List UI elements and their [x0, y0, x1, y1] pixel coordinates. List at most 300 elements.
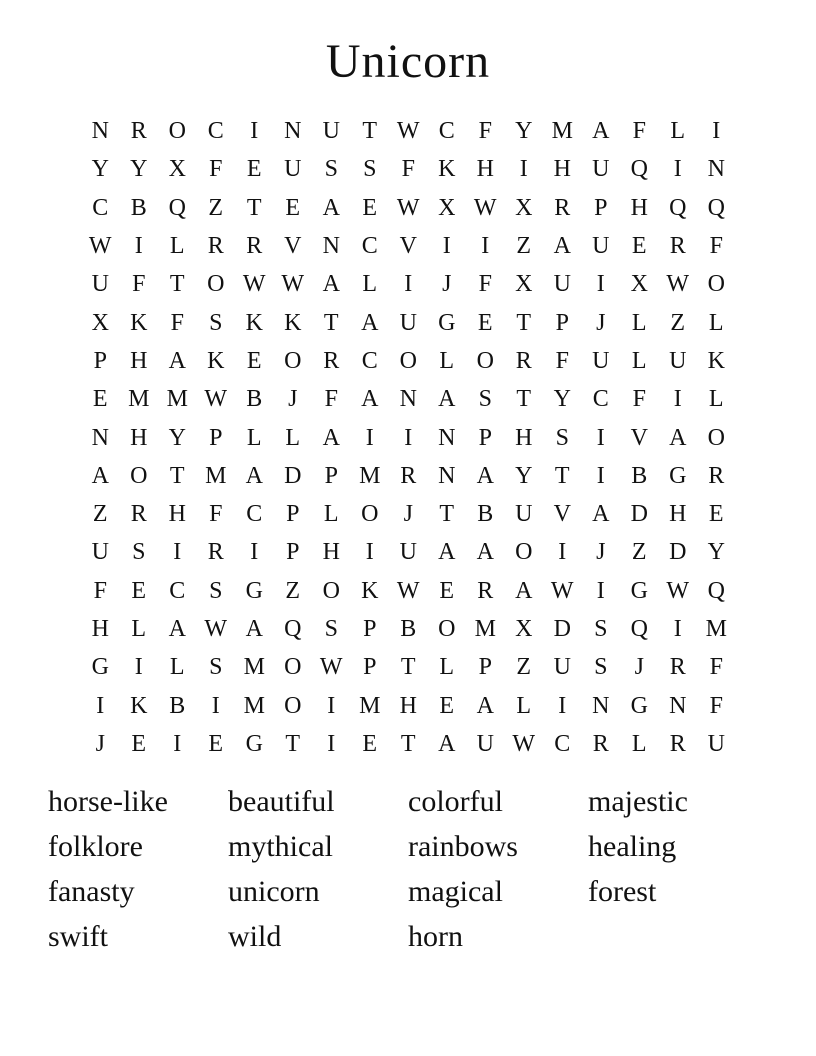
word-bank-item: majestic: [588, 785, 688, 818]
grid-letter: N: [91, 424, 109, 451]
grid-letter: A: [438, 539, 456, 566]
grid-letter: R: [669, 730, 686, 757]
grid-letter: U: [399, 309, 417, 336]
grid-letter: I: [250, 118, 259, 145]
grid-letter: H: [168, 501, 186, 528]
grid-letter: P: [324, 462, 338, 489]
grid-letter: O: [438, 616, 456, 642]
grid-letter: Q: [168, 194, 186, 221]
word-bank-item: fanasty: [48, 875, 135, 908]
grid-letter: M: [551, 118, 573, 145]
grid-letter: C: [207, 118, 224, 145]
grid-letter: K: [438, 156, 456, 183]
grid-letter: P: [478, 424, 492, 451]
grid-letter: M: [243, 692, 265, 719]
grid-letter: L: [631, 347, 647, 374]
grid-letter: H: [130, 347, 148, 374]
grid-letter: W: [666, 577, 690, 604]
grid-letter: I: [365, 539, 374, 566]
grid-letter: M: [166, 386, 188, 413]
grid-letter: I: [404, 271, 413, 298]
grid-letter: C: [554, 730, 571, 757]
grid-letter: I: [596, 424, 605, 451]
grid-letter: G: [438, 309, 456, 336]
grid-letter: S: [324, 616, 338, 642]
grid-letter: A: [592, 501, 610, 528]
grid-letter: W: [512, 730, 536, 757]
grid-letter: B: [130, 194, 147, 221]
grid-letter: F: [209, 501, 223, 528]
grid-letter: I: [519, 156, 528, 183]
grid-letter: U: [707, 730, 725, 757]
grid-letter: E: [131, 730, 147, 757]
grid-letter: C: [92, 194, 109, 221]
grid-letter: W: [281, 271, 305, 298]
grid-letter: L: [323, 501, 339, 528]
grid-letter: U: [553, 271, 571, 298]
grid-letter: K: [245, 309, 263, 336]
grid-letter: R: [400, 462, 417, 489]
grid-letter: N: [669, 692, 687, 719]
grid-letter: C: [169, 577, 186, 604]
word-bank-item: swift: [48, 920, 108, 953]
grid-letter: E: [246, 156, 262, 183]
puzzle-title: Unicorn: [325, 35, 491, 88]
grid-letter: I: [558, 539, 567, 566]
grid-letter: R: [669, 654, 686, 681]
grid-letter: S: [478, 386, 492, 413]
grid-letter: X: [515, 194, 533, 221]
grid-letter: U: [592, 156, 610, 183]
grid-letter: P: [209, 424, 223, 451]
grid-letter: U: [592, 233, 610, 260]
word-bank-item: horn: [408, 920, 463, 953]
word-bank-column: [408, 779, 588, 959]
grid-letter: E: [362, 194, 378, 221]
grid-letter: N: [438, 424, 456, 451]
grid-letter: T: [246, 194, 262, 221]
grid-letter: S: [209, 577, 223, 604]
grid-letter: I: [327, 692, 336, 719]
grid-letter: U: [592, 347, 610, 374]
grid-letter: C: [438, 118, 455, 145]
grid-letter: A: [476, 462, 494, 489]
grid-letter: L: [708, 309, 724, 336]
grid-letter: M: [359, 462, 381, 489]
word-bank-item: forest: [588, 875, 657, 908]
grid-letter: R: [669, 233, 686, 260]
grid-letter: D: [553, 616, 571, 642]
grid-letter: P: [363, 654, 377, 681]
grid-letter: Y: [130, 156, 148, 183]
grid-letter: P: [93, 347, 107, 374]
grid-letter: A: [168, 616, 186, 642]
word-bank-column: [588, 779, 768, 914]
grid-letter: J: [596, 539, 606, 566]
grid-letter: I: [250, 539, 259, 566]
grid-letter: T: [362, 118, 378, 145]
grid-letter: H: [91, 616, 109, 642]
grid-letter: O: [707, 271, 725, 298]
grid-letter: K: [707, 347, 725, 374]
grid-letter: Y: [91, 156, 109, 183]
grid-letter: F: [401, 156, 415, 183]
grid-letter: K: [130, 692, 148, 719]
grid-letter: S: [555, 424, 569, 451]
grid-letter: G: [669, 462, 687, 489]
grid-letter: G: [245, 730, 263, 757]
grid-letter: X: [438, 194, 456, 221]
grid-letter: Z: [208, 194, 224, 221]
grid-letter: F: [324, 386, 338, 413]
grid-letter: U: [669, 347, 687, 374]
grid-letter: L: [131, 616, 147, 642]
grid-letter: R: [708, 462, 725, 489]
grid-letter: D: [630, 501, 648, 528]
grid-letter: D: [284, 462, 302, 489]
grid-letter: V: [284, 233, 302, 260]
grid-letter: C: [361, 233, 378, 260]
grid-letter: R: [207, 233, 224, 260]
grid-letter: N: [91, 118, 109, 145]
grid-letter: T: [439, 501, 455, 528]
grid-letter: B: [400, 616, 417, 642]
grid-letter: W: [319, 654, 343, 681]
grid-letter: S: [594, 616, 608, 642]
grid-letter: R: [592, 730, 609, 757]
grid-letter: X: [168, 156, 186, 183]
grid-letter: Z: [516, 654, 532, 681]
grid-letter: J: [95, 730, 105, 757]
grid-letter: P: [286, 501, 300, 528]
grid-letter: J: [442, 271, 452, 298]
grid-letter: S: [594, 654, 608, 681]
grid-letter: O: [207, 271, 225, 298]
grid-letter: F: [632, 386, 646, 413]
grid-letter: L: [246, 424, 262, 451]
grid-letter: O: [284, 692, 302, 719]
grid-letter: H: [130, 424, 148, 451]
grid-letter: R: [130, 118, 147, 145]
grid-letter: N: [399, 386, 417, 413]
grid-letter: X: [630, 271, 648, 298]
grid-letter: Z: [516, 233, 532, 260]
grid-letter: U: [284, 156, 302, 183]
grid-letter: U: [553, 654, 571, 681]
grid-letter: E: [285, 194, 301, 221]
grid-letter: F: [209, 156, 223, 183]
grid-letter: K: [207, 347, 225, 374]
grid-letter: I: [327, 730, 336, 757]
grid-letter: Q: [707, 194, 725, 221]
grid-letter: I: [211, 692, 220, 719]
grid-letter: G: [245, 577, 263, 604]
grid-letter: H: [630, 194, 648, 221]
grid-letter: O: [361, 501, 379, 528]
grid-letter: H: [553, 156, 571, 183]
grid-letter: J: [403, 501, 413, 528]
grid-letter: F: [709, 233, 723, 260]
grid-letter: E: [708, 501, 724, 528]
grid-letter: X: [515, 271, 533, 298]
word-bank-item: unicorn: [228, 875, 320, 908]
word-bank-item: colorful: [408, 785, 503, 818]
grid-letter: A: [361, 386, 379, 413]
grid-letter: F: [132, 271, 146, 298]
grid-letter: Q: [284, 616, 302, 642]
grid-letter: Y: [707, 539, 725, 566]
grid-letter: O: [284, 347, 302, 374]
grid-letter: U: [91, 271, 109, 298]
grid-letter: B: [246, 386, 263, 413]
grid-letter: A: [322, 271, 340, 298]
grid-letter: J: [634, 654, 644, 681]
grid-letter: D: [669, 539, 687, 566]
grid-letter: N: [322, 233, 340, 260]
grid-letter: I: [673, 386, 682, 413]
grid-letter: A: [322, 424, 340, 451]
grid-letter: I: [134, 233, 143, 260]
grid-letter: A: [245, 462, 263, 489]
grid-letter: N: [592, 692, 610, 719]
grid-letter: R: [246, 233, 263, 260]
grid-letter: E: [477, 309, 493, 336]
grid-letter: I: [596, 462, 605, 489]
grid-letter: F: [478, 271, 492, 298]
grid-letter: Y: [515, 462, 533, 489]
grid-letter: U: [399, 539, 417, 566]
grid-letter: I: [96, 692, 105, 719]
grid-letter: W: [396, 118, 420, 145]
grid-letter: J: [288, 386, 298, 413]
grid-letter: R: [477, 577, 494, 604]
grid-letter: A: [245, 616, 263, 642]
grid-letter: A: [438, 730, 456, 757]
grid-letter: W: [396, 577, 420, 604]
grid-letter: P: [363, 616, 377, 642]
grid-letter: O: [168, 118, 186, 145]
grid-letter: A: [515, 577, 533, 604]
grid-letter: Q: [707, 577, 725, 604]
grid-letter: T: [285, 730, 301, 757]
grid-letter: T: [400, 730, 416, 757]
grid-letter: O: [284, 654, 302, 681]
grid-letter: Y: [515, 118, 533, 145]
grid-letter: L: [362, 271, 378, 298]
grid-letter: F: [709, 654, 723, 681]
grid-letter: H: [476, 156, 494, 183]
grid-letter: T: [516, 386, 532, 413]
grid-letter: U: [515, 501, 533, 528]
grid-letter: C: [246, 501, 263, 528]
grid-letter: M: [359, 692, 381, 719]
grid-letter: W: [396, 194, 420, 221]
grid-letter: P: [594, 194, 608, 221]
grid-letter: F: [478, 118, 492, 145]
grid-letter: S: [209, 654, 223, 681]
grid-letter: O: [707, 424, 725, 451]
grid-letter: I: [673, 156, 682, 183]
grid-letter: N: [284, 118, 302, 145]
grid-letter: E: [439, 692, 455, 719]
grid-letter: T: [554, 462, 570, 489]
grid-letter: Q: [630, 156, 648, 183]
word-bank-item: healing: [588, 830, 677, 863]
grid-letter: E: [439, 577, 455, 604]
grid-letter: P: [478, 654, 492, 681]
grid-letter: B: [477, 501, 494, 528]
grid-letter: L: [708, 386, 724, 413]
word-bank-item: magical: [408, 875, 503, 908]
grid-letter: I: [596, 577, 605, 604]
grid-letter: R: [323, 347, 340, 374]
grid-letter: I: [365, 424, 374, 451]
grid-letter: W: [204, 616, 228, 642]
grid-letter: M: [243, 654, 265, 681]
grid-letter: O: [399, 347, 417, 374]
grid-letter: Z: [670, 309, 686, 336]
grid-letter: S: [132, 539, 146, 566]
grid-letter: A: [438, 386, 456, 413]
grid-letter: A: [476, 692, 494, 719]
grid-letter: E: [631, 233, 647, 260]
grid-letter: A: [476, 539, 494, 566]
word-bank: [48, 779, 768, 959]
grid-letter: S: [209, 309, 223, 336]
grid-letter: M: [128, 386, 150, 413]
grid-letter: L: [516, 692, 532, 719]
grid-letter: L: [670, 118, 686, 145]
grid-letter: W: [204, 386, 228, 413]
grid-letter: X: [515, 616, 533, 642]
grid-letter: L: [439, 654, 455, 681]
grid-letter: S: [363, 156, 377, 183]
word-bank-item: beautiful: [228, 785, 335, 818]
grid-letter: E: [208, 730, 224, 757]
grid-letter: E: [246, 347, 262, 374]
grid-letter: R: [130, 501, 147, 528]
grid-letter: I: [481, 233, 490, 260]
grid-letter: B: [169, 692, 186, 719]
grid-letter: Z: [631, 539, 647, 566]
grid-letter: I: [712, 118, 721, 145]
grid-letter: Z: [285, 577, 301, 604]
grid-letter: O: [515, 539, 533, 566]
grid-letter: L: [631, 309, 647, 336]
grid-letter: W: [242, 271, 266, 298]
grid-letter: U: [322, 118, 340, 145]
grid-letter: I: [134, 654, 143, 681]
grid-letter: Q: [669, 194, 687, 221]
grid-letter: W: [550, 577, 574, 604]
word-bank-item: folklore: [48, 830, 143, 863]
grid-letter: T: [169, 271, 185, 298]
grid-letter: R: [554, 194, 571, 221]
grid-letter: A: [669, 424, 687, 451]
grid-letter: F: [555, 347, 569, 374]
grid-letter: H: [322, 539, 340, 566]
grid-letter: E: [131, 577, 147, 604]
grid-letter: A: [322, 194, 340, 221]
grid-letter: R: [207, 539, 224, 566]
grid-letter: F: [709, 692, 723, 719]
grid-letter: L: [439, 347, 455, 374]
grid-letter: C: [361, 347, 378, 374]
grid-letter: F: [632, 118, 646, 145]
grid-letter: V: [399, 233, 417, 260]
grid-letter: M: [474, 616, 496, 642]
grid-letter: O: [476, 347, 494, 374]
grid-letter: V: [553, 501, 571, 528]
grid-letter: R: [515, 347, 532, 374]
grid-letter: H: [669, 501, 687, 528]
grid-letter: T: [516, 309, 532, 336]
grid-letter: I: [404, 424, 413, 451]
grid-letter: I: [173, 539, 182, 566]
grid-letter: P: [286, 539, 300, 566]
grid-letter: U: [476, 730, 494, 757]
grid-letter: F: [93, 577, 107, 604]
grid-letter: C: [592, 386, 609, 413]
grid-letter: E: [92, 386, 108, 413]
grid-letter: A: [592, 118, 610, 145]
grid-letter: G: [630, 692, 648, 719]
word-bank-column: [48, 779, 228, 959]
grid-letter: H: [515, 424, 533, 451]
grid-letter: Y: [553, 386, 571, 413]
grid-letter: H: [399, 692, 417, 719]
grid-letter: G: [91, 654, 109, 681]
grid-letter: M: [705, 616, 727, 642]
letter-grid: [81, 112, 736, 763]
grid-letter: O: [322, 577, 340, 604]
grid-letter: W: [666, 271, 690, 298]
grid-letter: L: [169, 233, 185, 260]
word-bank-item: rainbows: [408, 830, 518, 863]
grid-letter: A: [553, 233, 571, 260]
grid-letter: G: [630, 577, 648, 604]
grid-letter: Q: [630, 616, 648, 642]
grid-letter: I: [558, 692, 567, 719]
grid-letter: W: [88, 233, 112, 260]
word-bank-column: [228, 779, 408, 959]
grid-letter: M: [205, 462, 227, 489]
grid-letter: W: [473, 194, 497, 221]
grid-letter: I: [596, 271, 605, 298]
grid-letter: Y: [168, 424, 186, 451]
word-bank-item: horse-like: [48, 785, 168, 818]
grid-letter: T: [323, 309, 339, 336]
grid-letter: I: [173, 730, 182, 757]
grid-letter: X: [91, 309, 109, 336]
grid-letter: U: [91, 539, 109, 566]
grid-letter: L: [285, 424, 301, 451]
grid-letter: N: [438, 462, 456, 489]
grid-letter: A: [361, 309, 379, 336]
grid-letter: B: [631, 462, 648, 489]
grid-letter: T: [169, 462, 185, 489]
grid-letter: P: [555, 309, 569, 336]
grid-letter: F: [170, 309, 184, 336]
grid-letter: A: [168, 347, 186, 374]
word-bank-item: mythical: [228, 830, 333, 863]
grid-letter: E: [362, 730, 378, 757]
grid-letter: K: [361, 577, 379, 604]
grid-letter: L: [169, 654, 185, 681]
grid-letter: O: [130, 462, 148, 489]
grid-letter: N: [707, 156, 725, 183]
grid-letter: Z: [92, 501, 108, 528]
